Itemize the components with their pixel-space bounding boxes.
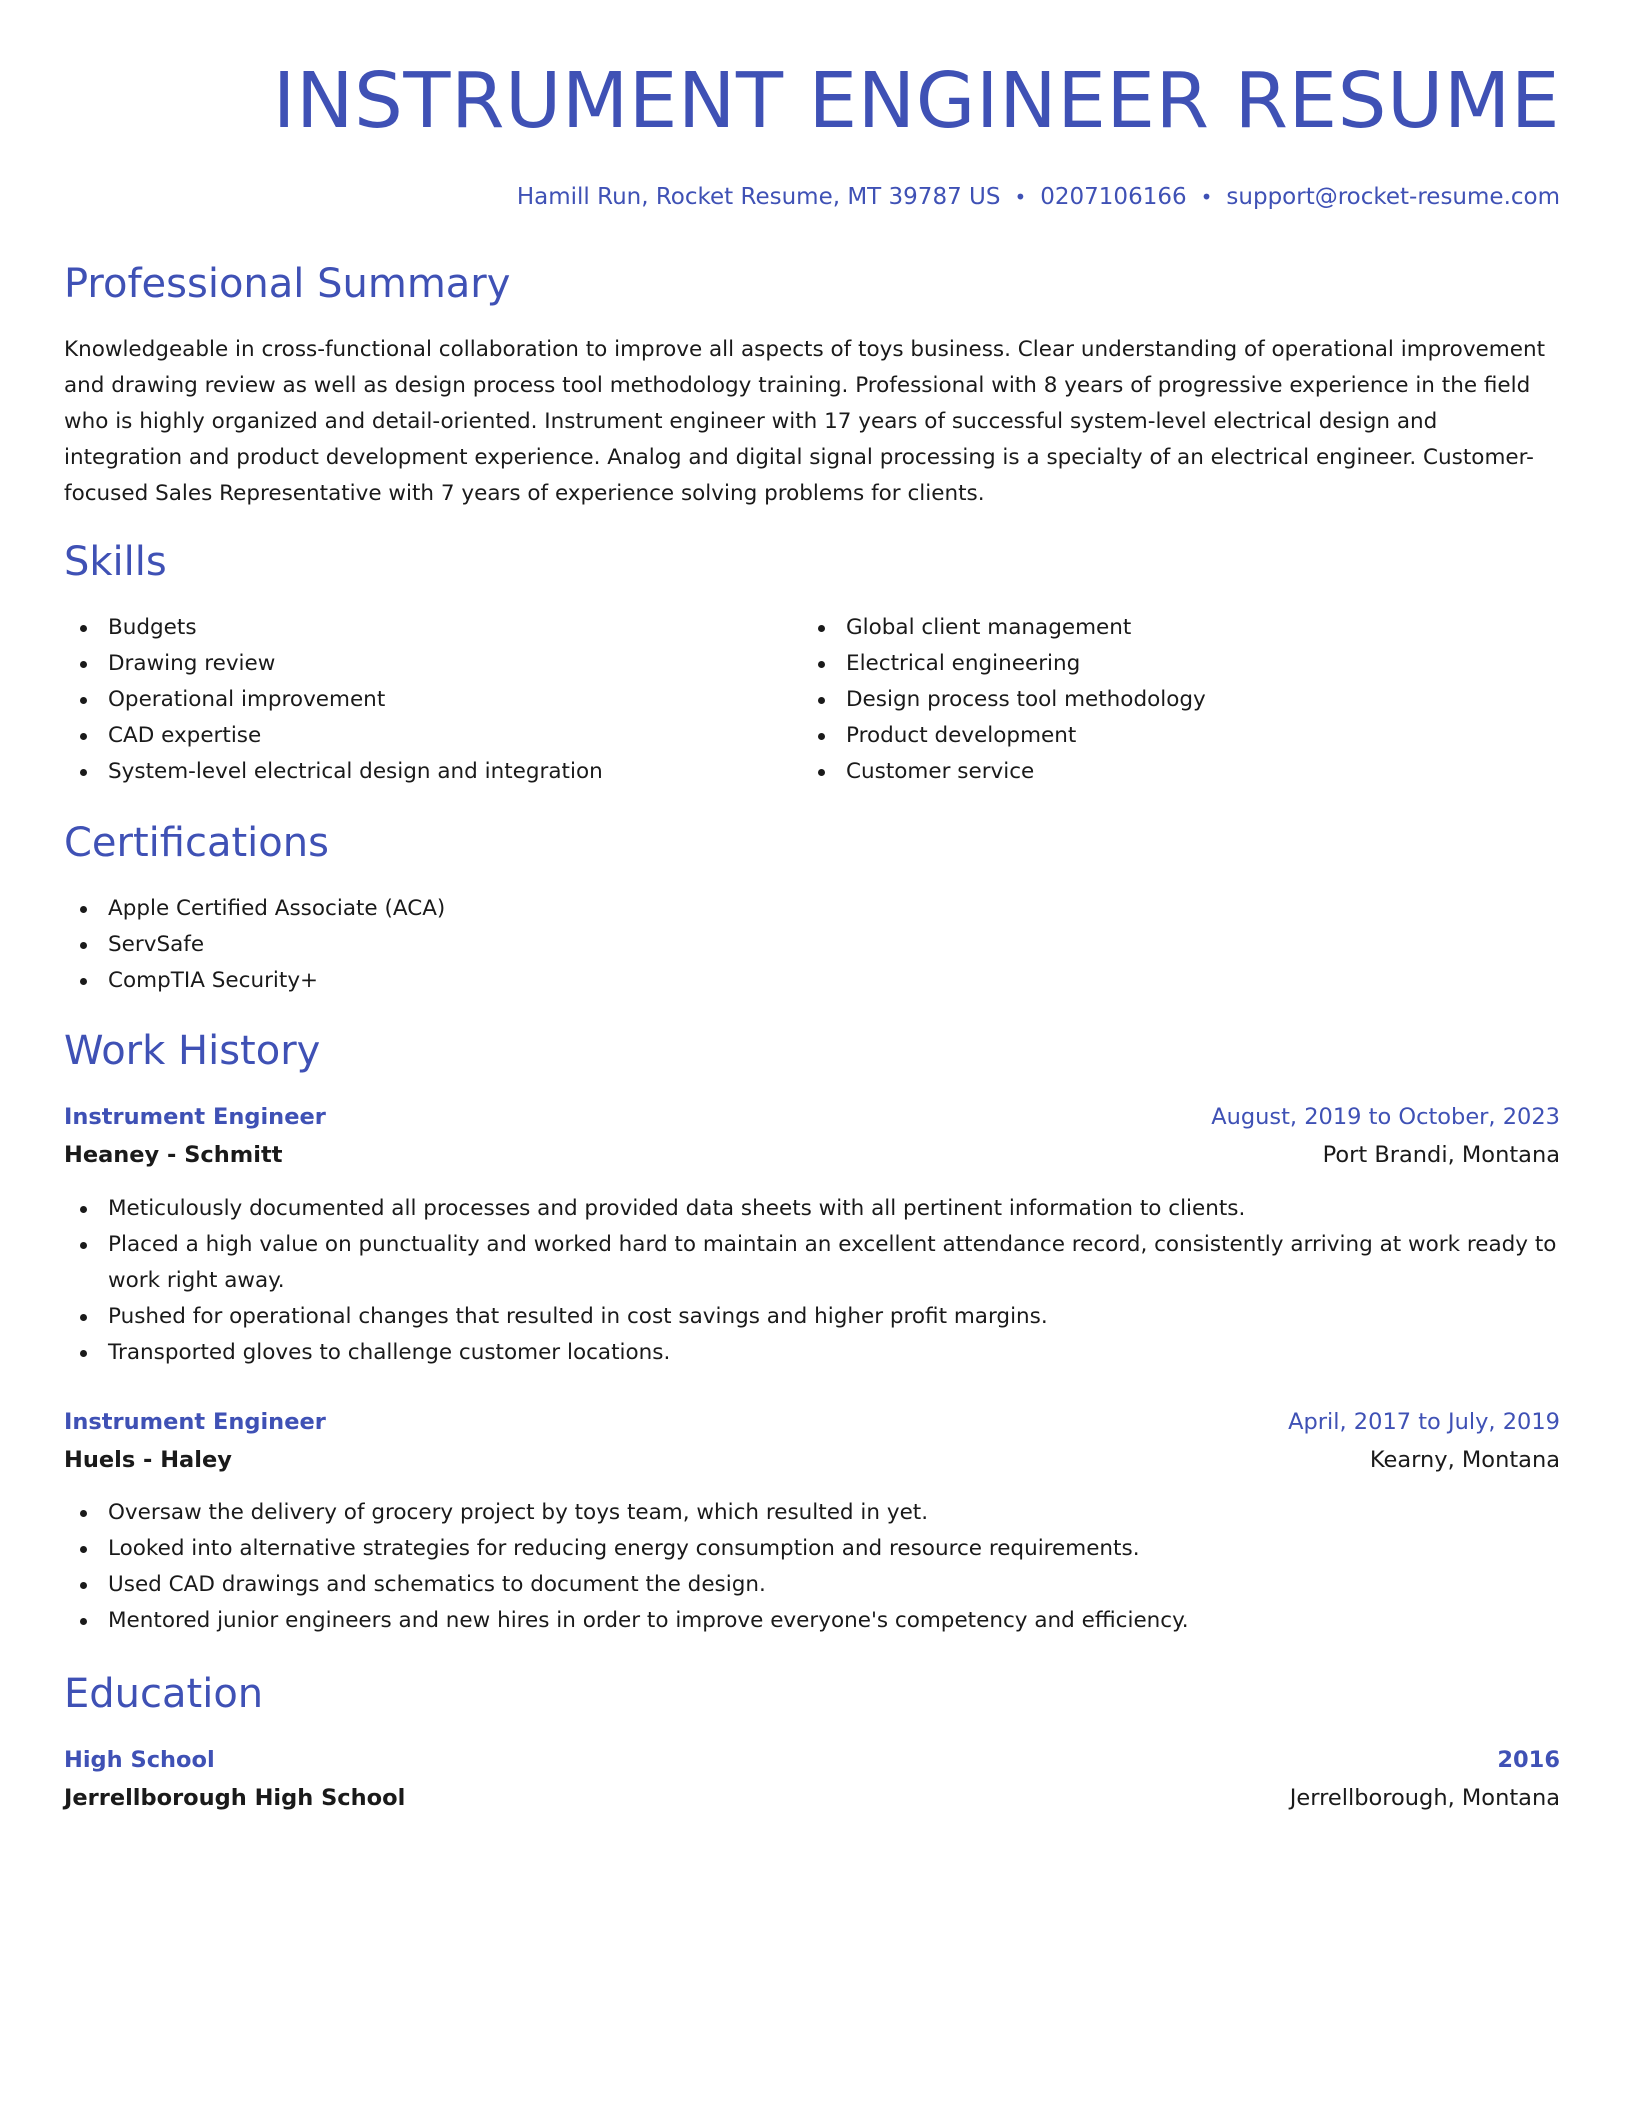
job-bullet: Meticulously documented all processes and provided data sheets with all pertinent information to clients. <box>64 1191 1560 1227</box>
education-degree: High School <box>64 1747 215 1773</box>
bullet-dot <box>80 697 87 704</box>
certifications-list <box>64 891 1560 999</box>
bullet-dot <box>818 733 825 740</box>
job-employer <box>64 1137 1560 1173</box>
bullet-dot <box>80 1206 87 1213</box>
job-header <box>64 1100 1560 1134</box>
job-location: Kearny, Montana <box>1369 1447 1560 1473</box>
job-title: Instrument Engineer <box>64 1104 326 1130</box>
bullet-dot <box>80 906 87 913</box>
summary-text: Knowledgeable in cross-functional collaboration to improve all aspects of toys business. Clear understanding of operational improvement and drawing review as well as design process tool methodology training. Professional with 8 years of progressive experience in the field who is highly organized and detail-oriented. Instrument engineer with 17 years of successful system-level electrical design and integration and product development experience. Analog and digital signal processing is a specialty of an electrical engineer. Customer-focused Sales Representative with 7 years of experience solving problems for clients. <box>64 337 1546 506</box>
job-employer <box>64 1442 1560 1478</box>
education-header <box>64 1743 1560 1777</box>
skill-item: CAD expertise <box>64 718 784 754</box>
bullet-dot <box>80 1314 87 1321</box>
bullet-dot <box>80 661 87 668</box>
bullet-dot <box>80 625 87 632</box>
bullet-dot <box>80 1582 87 1589</box>
bullet-dot <box>80 978 87 985</box>
contact-separator: • <box>1014 185 1027 209</box>
job-company: Heaney - Schmitt <box>64 1142 283 1168</box>
job-bullet: Transported gloves to challenge customer locations. <box>64 1335 1560 1371</box>
education-heading: Education <box>64 1671 264 1717</box>
skill-item: Budgets <box>64 610 784 646</box>
education-location: Jerrellborough, Montana <box>1289 1785 1560 1811</box>
skill-item: Customer service <box>802 754 1542 790</box>
education-school: Jerrellborough High School <box>64 1785 406 1811</box>
contact-phone: 0207106166 <box>1040 184 1187 210</box>
bullet-dot <box>80 1510 87 1517</box>
skill-item: Operational improvement <box>64 682 784 718</box>
job-bullet: Placed a high value on punctuality and worked hard to maintain an excellent attendance record, consistently arriving at work ready to work right away. <box>64 1227 1560 1299</box>
skill-item: Drawing review <box>64 646 784 682</box>
bullet-dot <box>80 1350 87 1357</box>
skill-item: Design process tool methodology <box>802 682 1542 718</box>
job-dates: April, 2017 to July, 2019 <box>1288 1409 1560 1435</box>
bullet-dot <box>80 942 87 949</box>
bullet-dot <box>818 661 825 668</box>
certification-item: Apple Certified Associate (ACA) <box>64 891 1560 927</box>
bullet-dot <box>80 1618 87 1625</box>
job-company: Huels - Haley <box>64 1447 232 1473</box>
job-bullet: Pushed for operational changes that resulted in cost savings and higher profit margins. <box>64 1299 1560 1335</box>
contact-line <box>517 180 1560 214</box>
job-dates: August, 2019 to October, 2023 <box>1211 1104 1560 1130</box>
job-bullet: Used CAD drawings and schematics to document the design. <box>64 1567 1560 1603</box>
skill-item: Global client management <box>802 610 1542 646</box>
contact-separator: • <box>1200 185 1213 209</box>
bullet-dot <box>80 1546 87 1553</box>
job-location: Port Brandi, Montana <box>1322 1142 1560 1168</box>
bullet-dot <box>80 1242 87 1249</box>
bullet-dot <box>80 733 87 740</box>
job-bullet: Looked into alternative strategies for reducing energy consumption and resource requirements. <box>64 1531 1560 1567</box>
skill-item: Electrical engineering <box>802 646 1542 682</box>
job-header <box>64 1405 1560 1439</box>
resume-title: INSTRUMENT ENGINEER RESUME <box>272 57 1560 146</box>
skill-item: Product development <box>802 718 1542 754</box>
job-bullet: Mentored junior engineers and new hires in order to improve everyone's competency and efficiency. <box>64 1603 1560 1639</box>
skills-list-right <box>802 610 1542 790</box>
contact-address: Hamill Run, Rocket Resume, MT 39787 US <box>516 184 1001 210</box>
summary-heading: Professional Summary <box>64 261 511 307</box>
skills-heading: Skills <box>64 539 167 585</box>
skill-item: System-level electrical design and integration <box>64 754 784 790</box>
contact-email[interactable]: support@rocket-resume.com <box>1226 184 1560 210</box>
certification-item: CompTIA Security+ <box>64 963 1560 999</box>
certification-item: ServSafe <box>64 927 1560 963</box>
job-bullets <box>64 1495 1560 1639</box>
bullet-dot <box>818 697 825 704</box>
certifications-heading: Certifications <box>64 820 329 866</box>
bullet-dot <box>80 769 87 776</box>
bullet-dot <box>818 625 825 632</box>
education-year: 2016 <box>1497 1747 1560 1773</box>
education-school-row <box>64 1780 1560 1816</box>
skills-list-left <box>64 610 784 790</box>
job-bullets <box>64 1191 1560 1371</box>
work-history-heading: Work History <box>64 1028 321 1074</box>
bullet-dot <box>818 769 825 776</box>
job-bullet: Oversaw the delivery of grocery project by toys team, which resulted in yet. <box>64 1495 1560 1531</box>
job-title: Instrument Engineer <box>64 1409 326 1435</box>
